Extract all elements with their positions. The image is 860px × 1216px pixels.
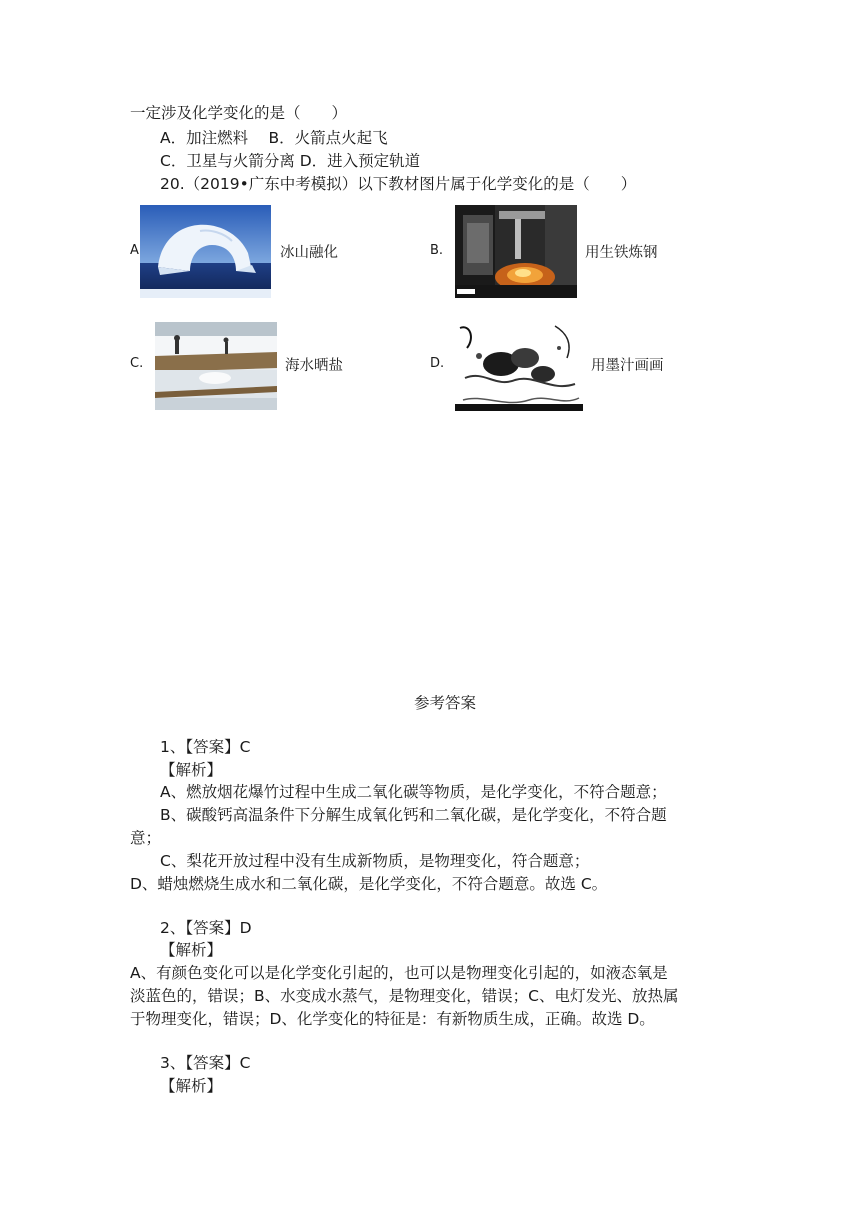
answer1-analysis-label: 【解析】 (160, 761, 223, 779)
q20-option-c-caption: 海水晒盐 (285, 358, 343, 374)
answer2-line-2: 淡蓝色的，错误；B、水变成水蒸气，是物理变化，错误；C、电灯发光、放热属 (130, 987, 679, 1005)
answer1-line-2: B、碳酸钙高温条件下分解生成氧化钙和二氧化碳，是化学变化，不符合题 (160, 806, 667, 824)
q20-option-b-letter: B. (430, 243, 444, 258)
q20-stem: 20.（2019•广东中考模拟）以下教材图片属于化学变化的是（ ） (160, 175, 637, 193)
q19-options-line1: A．加注燃料 B．火箭点火起飞 (160, 129, 388, 147)
ink-painting-photo (455, 318, 583, 411)
answer1-line-3: 意； (130, 829, 162, 847)
answer1-line-5: D、蜡烛燃烧生成水和二氧化碳，是化学变化，不符合题意。故选 C。 (130, 875, 608, 893)
q20-option-b-caption: 用生铁炼钢 (585, 245, 658, 261)
answer1-line-4: C、梨花开放过程中没有生成新物质，是物理变化，符合题意； (160, 852, 590, 870)
iceberg-photo (140, 205, 271, 298)
answer2-line-3: 于物理变化，错误；D、化学变化的特征是：有新物质生成，正确。故选 D。 (130, 1010, 655, 1028)
q20-option-c-letter: C. (130, 356, 144, 371)
answer2-analysis-label: 【解析】 (160, 941, 223, 959)
q20-option-a-letter: A (130, 243, 139, 258)
q20-option-d-caption: 用墨汁画画 (591, 358, 664, 374)
q20-option-a-caption: 冰山融化 (280, 245, 338, 261)
salt-pan-photo (155, 322, 277, 410)
q19-options-line2: C．卫星与火箭分离 D．进入预定轨道 (160, 152, 421, 170)
answer2-line-1: A、有颜色变化可以是化学变化引起的，也可以是物理变化引起的，如液态氧是 (130, 964, 668, 982)
q20-option-d-letter: D. (430, 356, 445, 371)
answers-title: 参考答案 (413, 694, 476, 712)
answer1-line-1: A、燃放烟花爆竹过程中生成二氧化碳等物质，是化学变化，不符合题意； (160, 783, 667, 801)
answer3-header: 3、【答案】C (160, 1054, 251, 1072)
steelmaking-photo (455, 205, 577, 298)
q19-stem-tail: 一定涉及化学变化的是（ ） (130, 104, 348, 122)
answer1-header: 1、【答案】C (160, 738, 251, 756)
answer3-analysis-label: 【解析】 (160, 1077, 223, 1095)
answer2-header: 2、【答案】D (160, 919, 252, 937)
